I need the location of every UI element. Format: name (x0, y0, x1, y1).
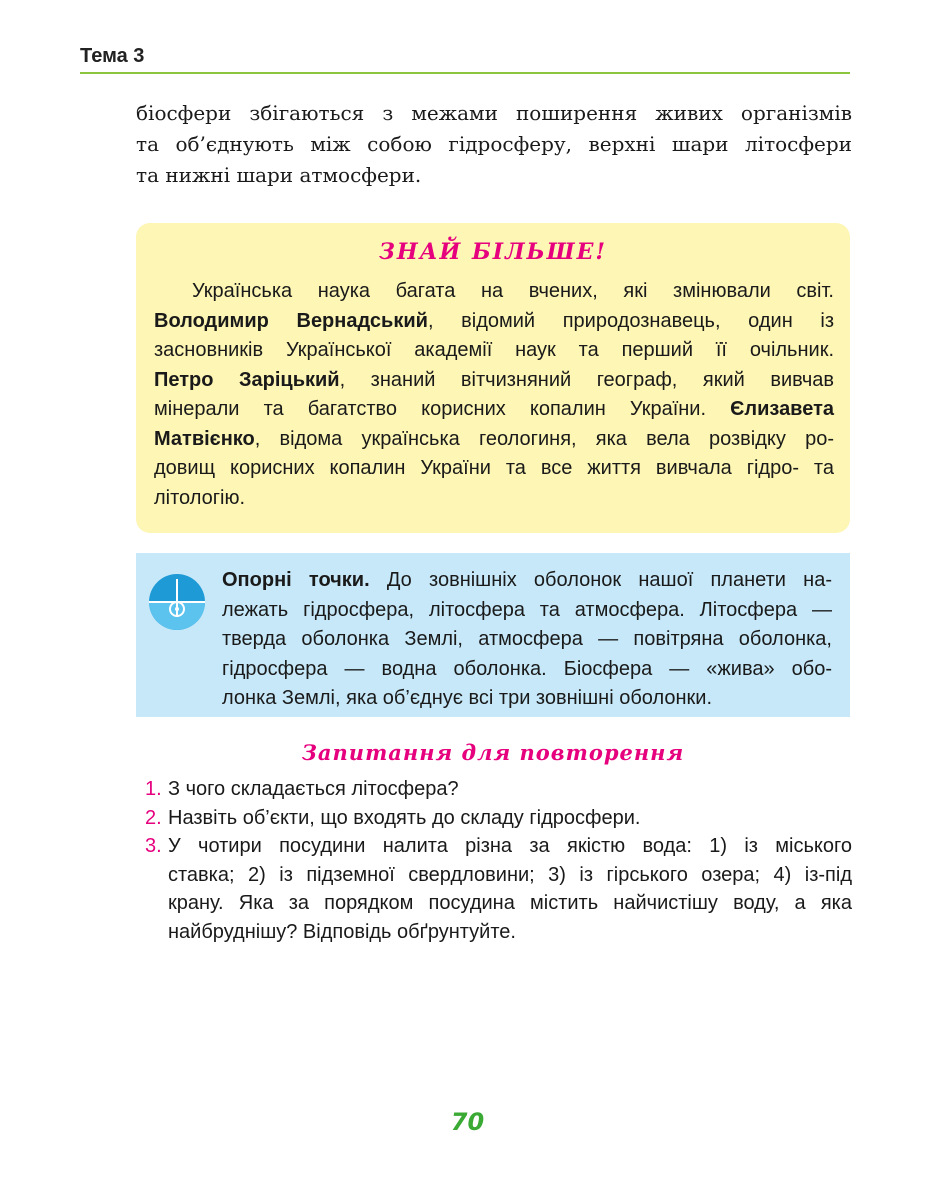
question-item (140, 804, 852, 833)
key-points-text (222, 566, 832, 714)
points-line: лежать гідросфера, літосфера та атмосфера. Літосфера — (222, 598, 832, 621)
question-item (140, 832, 852, 946)
page-header (80, 42, 850, 74)
key-points-label: Опорні точки. (222, 569, 370, 591)
points-line: тверда оболонка Землі, атмосфера — повітряна оболонка, (222, 628, 832, 650)
questions-list (140, 775, 852, 946)
question-item (140, 775, 852, 804)
question-number: 3. (145, 835, 162, 857)
know-line: Українська наука багата на вчених, які змінювали світ. (192, 280, 834, 302)
know-line: довищ корисних копалин України та все життя вивчала гідро- та (154, 457, 834, 479)
know-more-title: ЗНАЙ БІЛЬШЕ! (378, 239, 608, 265)
topic-label: Тема 3 (80, 45, 145, 67)
question-line: крану. Яка за порядком посудина містить найчистішу воду, а яка (168, 892, 852, 914)
intro-line: та об’єднують між собою гідросферу, верхні шари літосфери (136, 132, 852, 156)
page-number: 70 (450, 1108, 485, 1136)
know-more-text (154, 277, 834, 513)
question-number: 1. (145, 778, 162, 800)
question-line: З чого складається літосфера? (168, 778, 459, 800)
intro-paragraph (136, 98, 852, 191)
question-number: 2. (145, 806, 162, 829)
key-points-box (136, 553, 850, 717)
know-more-box (136, 223, 850, 533)
know-line: Петро Заріцький, знаний вітчизняний географ, який вивчав (154, 368, 835, 391)
know-line: літологію. (154, 486, 246, 509)
know-line: засновників Української академії наук та перший її очільник. (154, 339, 834, 361)
question-line: У чотири посудини налита різна за якістю вода: 1) із міського (168, 835, 852, 857)
questions-title: Запитання для повторення (301, 740, 685, 765)
know-line: мінерали та багатство корисних копалин України. Єлизавета (154, 398, 834, 420)
know-line: Матвієнко, відома українська геологиня, яка вела розвідку ро- (154, 427, 834, 450)
points-line: Опорні точки. До зовнішніх оболонок нашої планети на- (222, 569, 832, 591)
question-line: ставка; 2) із підземної свердловини; 3) із гірського озера; 4) із-під (168, 863, 852, 886)
question-line: найбруднішу? Відповідь обґрунтуйте. (168, 920, 516, 943)
intro-line: та нижні шари атмосфери. (136, 163, 422, 187)
scientist-name: Матвієнко (154, 427, 255, 450)
target-icon (148, 573, 206, 631)
scientist-name: Петро Заріцький (154, 368, 340, 391)
scientist-name: Єлизавета (730, 398, 834, 420)
intro-line: біосфери збігаються з межами поширення живих організмів (136, 101, 852, 125)
scientist-name: Володимир Вернадський (154, 309, 428, 332)
question-line: Назвіть об’єкти, що входять до складу гідросфери. (168, 806, 641, 829)
points-line: лонка Землі, яка об’єднує всі три зовнішні оболонки. (222, 687, 712, 709)
points-line: гідросфера — водна оболонка. Біосфера — «жива» обо- (222, 657, 832, 680)
know-line: Володимир Вернадський, відомий природознавець, один із (154, 309, 834, 332)
